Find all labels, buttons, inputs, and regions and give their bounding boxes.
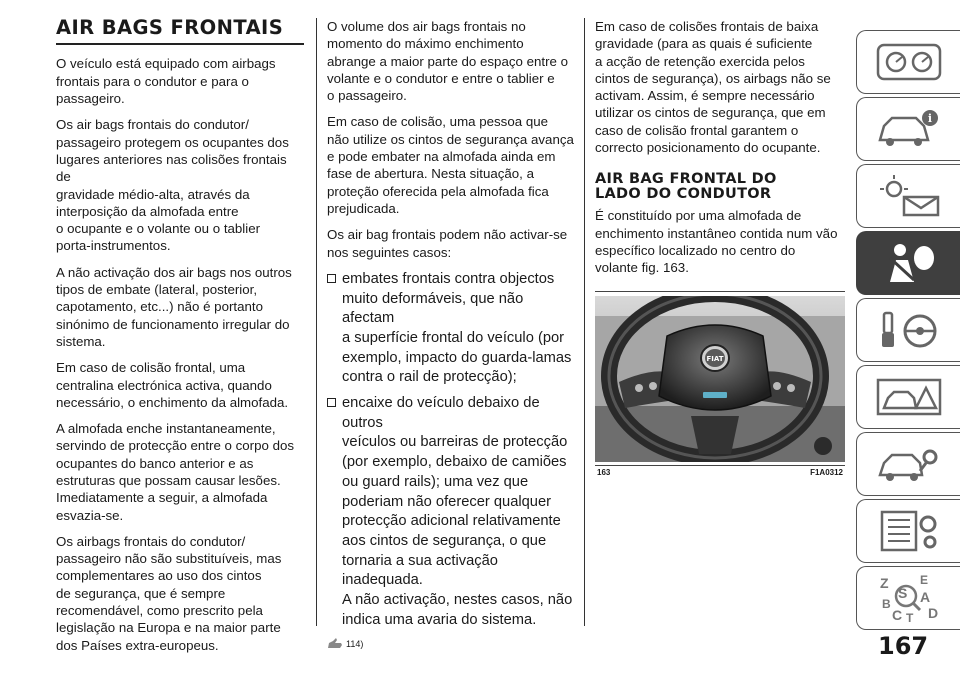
dashboard-gauges-icon bbox=[874, 39, 944, 85]
tab-lights[interactable] bbox=[856, 164, 960, 228]
svg-text:A: A bbox=[919, 589, 930, 605]
checkbox-bullet-icon bbox=[327, 398, 336, 407]
svg-text:D: D bbox=[927, 605, 938, 621]
paragraph: É constituído por uma almofada de enchimento instantâneo contida num vão específico localizado no centro do volante fig. 163. bbox=[595, 208, 838, 276]
tab-vehicle-info[interactable] bbox=[856, 97, 960, 161]
list-item-text: embates frontais contra objectos muito deformáveis, que não afectam a superfície frontal do veículo (por exemplo, impacto do guarda-lamas contra o rail de protecção); bbox=[342, 270, 572, 386]
section-heading-frontal-airbags: AIR BAGS FRONTAIS bbox=[56, 18, 304, 45]
car-info-icon bbox=[874, 106, 944, 152]
steering-wheel-image bbox=[595, 296, 845, 462]
paragraph: A não activação dos air bags nos outros tipos de embate (lateral, posterior, capotamento, etc...) não é portanto sinónimo de funcionamento irregular do sistema. bbox=[56, 264, 292, 349]
tab-dashboard[interactable] bbox=[856, 30, 960, 94]
tab-maintenance[interactable] bbox=[856, 432, 960, 496]
warning-reference bbox=[327, 637, 575, 649]
column-3 bbox=[595, 18, 845, 480]
paragraph: O volume dos air bags frontais no momento do máximo enchimento abrange a maior parte do espaço entre o volante e o condutor e entre o tablier e o passageiro. bbox=[327, 19, 568, 104]
figure-code: F1A0312 bbox=[810, 468, 843, 478]
tab-technical-specs[interactable] bbox=[856, 499, 960, 563]
list-item bbox=[327, 270, 575, 388]
svg-text:E: E bbox=[919, 573, 928, 587]
svg-text:i: i bbox=[927, 112, 932, 125]
list-item bbox=[327, 394, 575, 630]
column-1 bbox=[56, 18, 304, 663]
tab-starting-driving[interactable] bbox=[856, 298, 960, 362]
bullet-list bbox=[327, 270, 575, 631]
tab-emergency[interactable] bbox=[856, 365, 960, 429]
warning-hand-icon bbox=[327, 637, 343, 649]
car-warning-icon bbox=[874, 374, 944, 420]
svg-text:T: T bbox=[905, 611, 913, 624]
list-item-text: encaixe do veículo debaixo de outros veículos ou barreiras de protecção (por exemplo, debaixo de camiões ou guard rails); uma vez que poderiam não oferecer qualquer protecção adicional relativamente aos cintos de segurança, o que tornaria a sua activação inadequada. A não activação, nestes casos, não indica uma avaria do sistema. bbox=[342, 395, 573, 628]
paragraph: Os airbags frontais do condutor/ passageiro não são substituíveis, mas complementares ao uso dos cintos de segurança, que é sempre recomendável, como prescrito pela legislação na Europa e na maior parte dos Países extra-europeus. bbox=[56, 533, 282, 653]
paragraph: O veículo está equipado com airbags frontais para o condutor e para o passageiro. bbox=[56, 56, 276, 107]
key-steering-icon bbox=[874, 307, 944, 353]
svg-text:B: B bbox=[881, 597, 891, 611]
lights-message-icon bbox=[874, 173, 944, 219]
figure-caption bbox=[595, 465, 845, 480]
column-2 bbox=[327, 18, 575, 649]
paragraph: Em caso de colisão, uma pessoa que não utilize os cintos de segurança avança e pode embater na almofada ainda em fase de abertura. Nesta situação, a proteção oferecida pela almofada fica prejudicada. bbox=[327, 114, 574, 216]
figure-number: 163 bbox=[597, 468, 611, 478]
svg-text:Z: Z bbox=[879, 575, 889, 591]
specs-list-icon bbox=[874, 508, 944, 554]
svg-text:C: C bbox=[891, 607, 902, 623]
tab-safety[interactable] bbox=[856, 231, 960, 295]
warning-reference-number: 114) bbox=[346, 638, 364, 649]
seatbelt-airbag-icon bbox=[874, 240, 944, 286]
checkbox-bullet-icon bbox=[327, 274, 336, 283]
figure-steering-wheel bbox=[595, 291, 845, 480]
paragraph: Os air bags frontais do condutor/ passageiro protegem os ocupantes dos lugares anteriores nas colisões frontais de gravidade médio-alta, através da interposição da almofada entre o ocupante e o volante ou o tablier porta-instrumentos. bbox=[56, 117, 289, 254]
car-tools-icon bbox=[874, 441, 944, 487]
paragraph: Em caso de colisão frontal, uma centralina electrónica activa, quando necessário, o enchimento da almofada. bbox=[56, 360, 289, 410]
paragraph: Em caso de colisões frontais de baixa gravidade (para as quais é suficiente a acção de retenção exercida pelos cintos de segurança), os airbags não se activam. Assim, é sempre necessário utilizar os cintos de segurança, que em caso de colisão frontal garantem o correcto posicionamento do ocupante. bbox=[595, 19, 831, 156]
column-divider bbox=[316, 18, 317, 626]
column-divider bbox=[584, 18, 585, 626]
alphabet-index-icon bbox=[874, 572, 944, 624]
paragraph: Os air bag frontais podem não activar-se nos seguintes casos: bbox=[327, 227, 568, 260]
fiat-logo-text: FIAT bbox=[706, 354, 724, 363]
paragraph: A almofada enche instantaneamente, servindo de protecção entre o corpo dos ocupantes do banco anterior e as estruturas que possam causar lesões. Imediatamente a seguir, a almofada esvazia-se. bbox=[56, 421, 295, 523]
page-number: 167 bbox=[878, 632, 929, 660]
section-heading-driver-airbag: AIR BAG FRONTAL DO LADO DO CONDUTOR bbox=[595, 171, 777, 202]
tab-index[interactable] bbox=[856, 566, 960, 630]
chapter-tabs bbox=[856, 30, 960, 633]
svg-text:S: S bbox=[897, 585, 907, 601]
